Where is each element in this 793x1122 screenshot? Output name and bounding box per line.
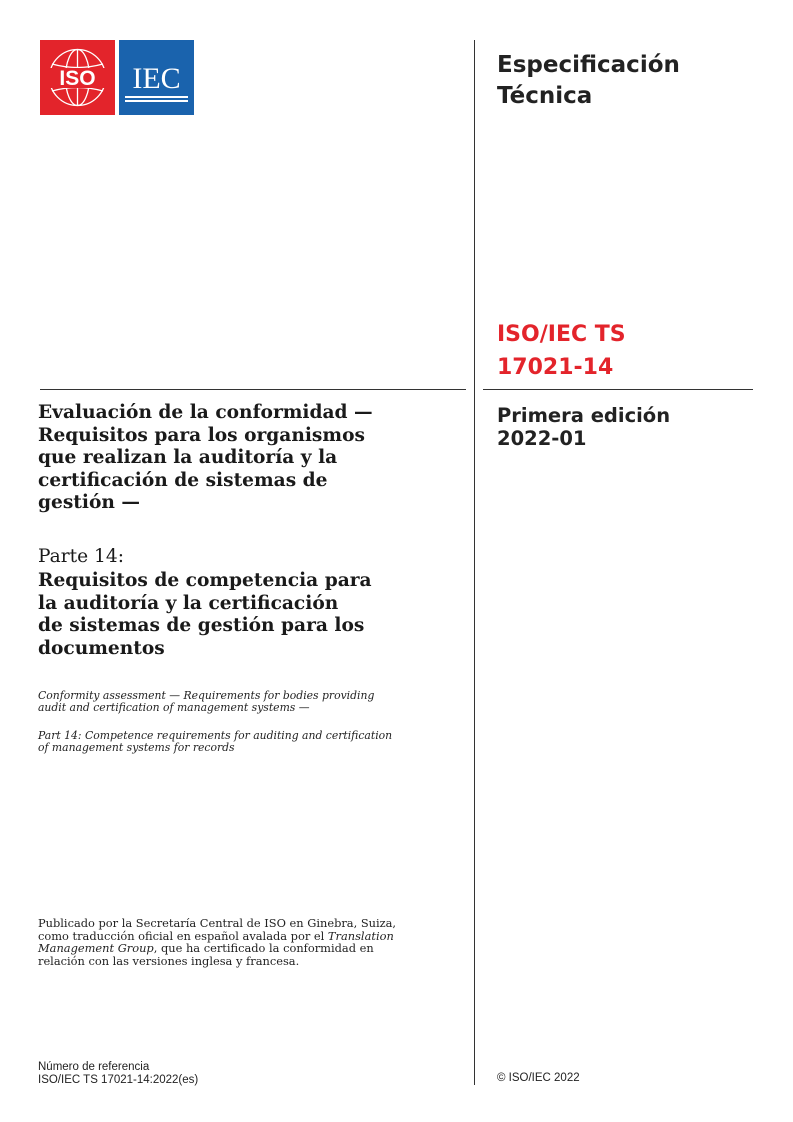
iec-logo	[119, 40, 194, 115]
edition: Primera edición 2022-01	[497, 404, 671, 450]
english-title: Conformity assessment — Requirements for bodies providing audit and certification of management systems —	[38, 689, 375, 714]
reference-number: Número de referencia ISO/IEC TS 17021-14:2022(es)	[38, 1061, 199, 1086]
standard-number: ISO/IEC TS 17021-14	[497, 322, 626, 380]
horizontal-divider-right	[483, 389, 753, 390]
iec-logo-text: IEC	[132, 62, 181, 95]
english-part-title: Part 14: Competence requirements for auditing and certification of management systems for records	[38, 729, 393, 754]
iso-logo-text: ISO	[59, 67, 96, 90]
horizontal-divider-left	[40, 389, 466, 390]
copyright: © ISO/IEC 2022	[497, 1072, 580, 1084]
part-title: Requisitos de competencia para la auditoría y la certificación de sistemas de gestión para los documentos	[38, 570, 372, 659]
part-label: Parte 14:	[38, 546, 124, 567]
iso-logo	[40, 40, 115, 115]
document-type: Especificación Técnica	[497, 52, 680, 109]
vertical-divider	[474, 40, 475, 1085]
iso-globe-icon	[40, 40, 115, 115]
publication-note: Publicado por la Secretaría Central de ISO en Ginebra, Suiza, como traducción oficial en español avalada por el Translation Management Group, que ha certificado la conformidad en relación con las versiones inglesa y francesa.	[38, 916, 397, 968]
main-title: Evaluación de la conformidad — Requisitos para los organismos que realizan la auditoría y la certificación de sistemas de gestión —	[38, 402, 373, 513]
